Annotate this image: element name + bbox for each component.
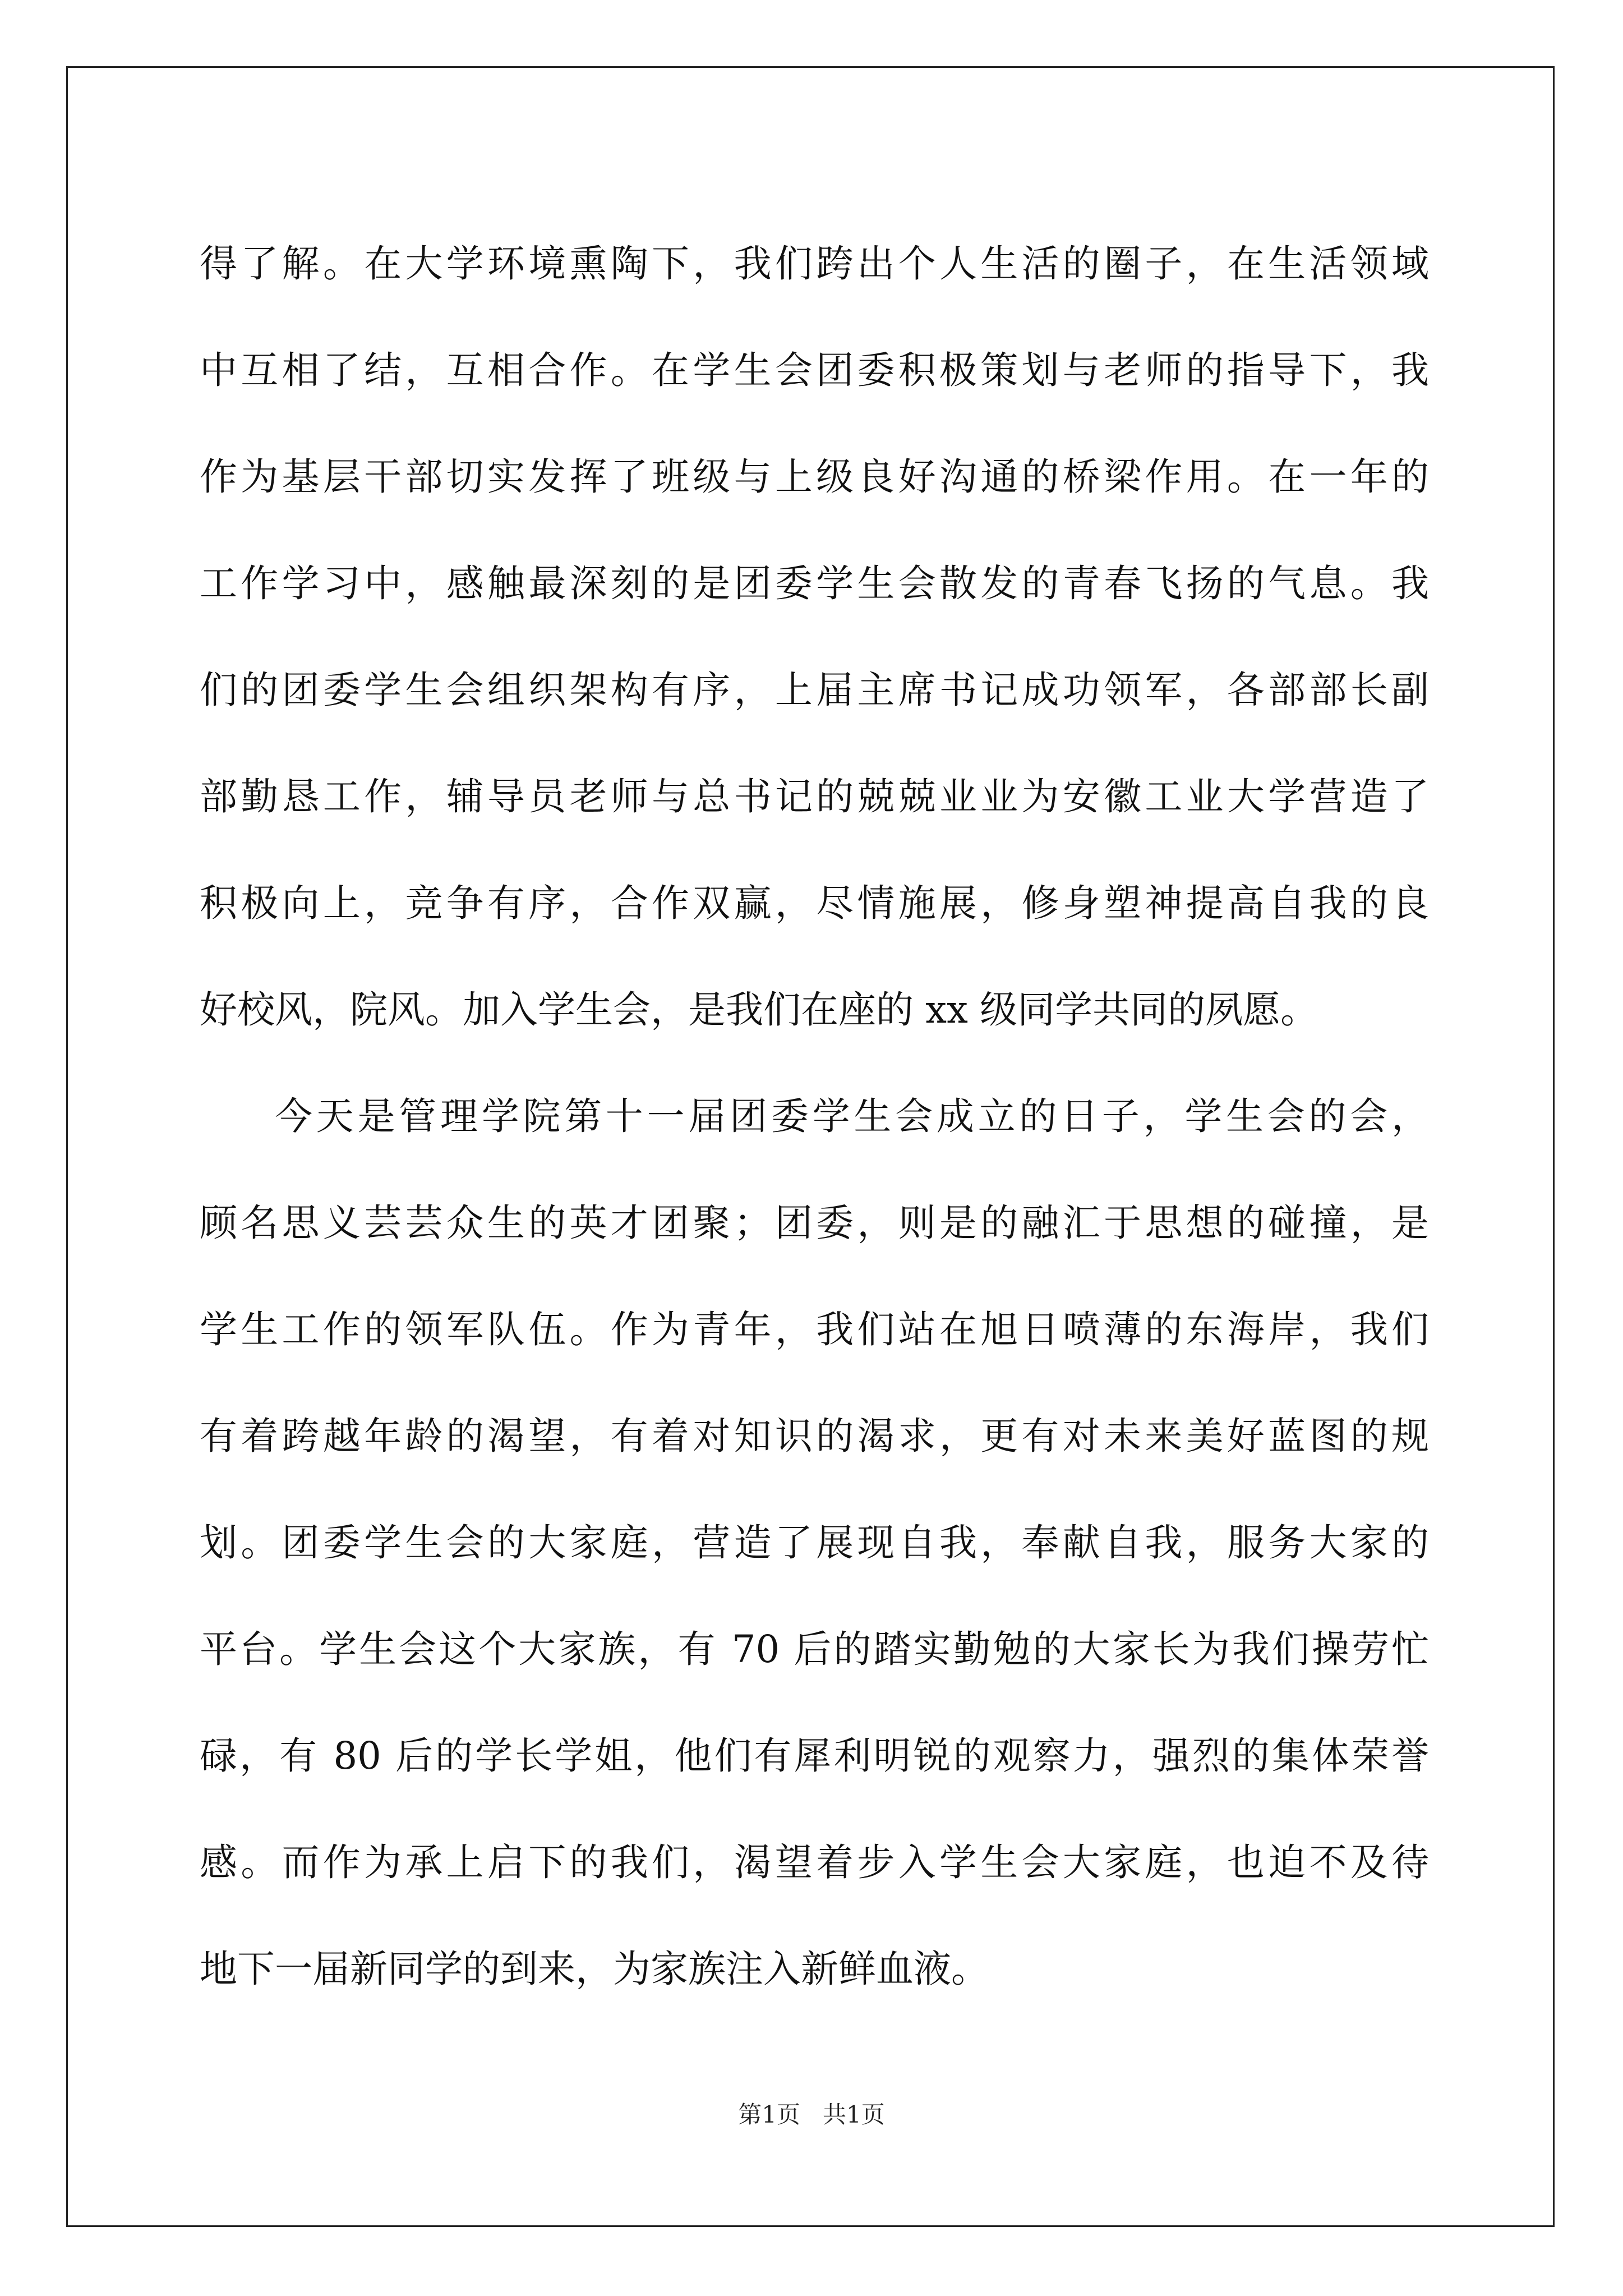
paragraph-line: 今天是管理学院第十一届团委学生会成立的日子，学生会的会，	[275, 1094, 1429, 1138]
paragraph-line: 积极向上，竞争有序，合作双赢，尽情施展，修身塑神提高自我的良	[200, 881, 1429, 925]
paragraph-line: 碌，有 80 后的学长学姐，他们有犀利明锐的观察力，强烈的集体荣誉	[200, 1734, 1429, 1778]
paragraph-line: 工作学习中，感触最深刻的是团委学生会散发的青春飞扬的气息。我	[200, 562, 1429, 605]
paragraph-line: 们的团委学生会组织架构有序，上届主席书记成功领军，各部部长副	[200, 668, 1429, 712]
paragraph-2	[200, 1063, 1429, 2022]
paragraph-1	[200, 210, 1429, 1063]
paragraph-line: 感。而作为承上启下的我们，渴望着步入学生会大家庭，也迫不及待	[200, 1841, 1429, 1884]
paragraph-line: 部勤恳工作，辅导员老师与总书记的兢兢业业为安徽工业大学营造了	[200, 775, 1429, 818]
paragraph-line: 地下一届新同学的到来，为家族注入新鲜血液。	[200, 1947, 989, 1991]
paragraph-line: 中互相了结，互相合作。在学生会团委积极策划与老师的指导下，我	[200, 348, 1429, 392]
paragraph-line: 得了解。在大学环境熏陶下，我们跨出个人生活的圈子，在生活领域	[200, 242, 1429, 286]
page-number-footer: 第1页 共1页	[738, 2101, 885, 2128]
paragraph-line: 作为基层干部切实发挥了班级与上级良好沟通的桥梁作用。在一年的	[200, 455, 1429, 499]
paragraph-line: 划。团委学生会的大家庭，营造了展现自我，奉献自我，服务大家的	[200, 1521, 1429, 1565]
paragraph-line: 好校风，院风。加入学生会，是我们在座的 xx 级同学共同的夙愿。	[200, 988, 1318, 1032]
document-body	[200, 210, 1429, 2022]
paragraph-line: 学生工作的领军队伍。作为青年，我们站在旭日喷薄的东海岸，我们	[200, 1308, 1429, 1351]
paragraph-line: 平台。学生会这个大家族，有 70 后的踏实勤勉的大家长为我们操劳忙	[200, 1627, 1429, 1671]
paragraph-line: 顾名思义芸芸众生的英才团聚；团委，则是的融汇于思想的碰撞，是	[200, 1201, 1429, 1245]
paragraph-line: 有着跨越年龄的渴望，有着对知识的渴求，更有对未来美好蓝图的规	[200, 1414, 1429, 1458]
